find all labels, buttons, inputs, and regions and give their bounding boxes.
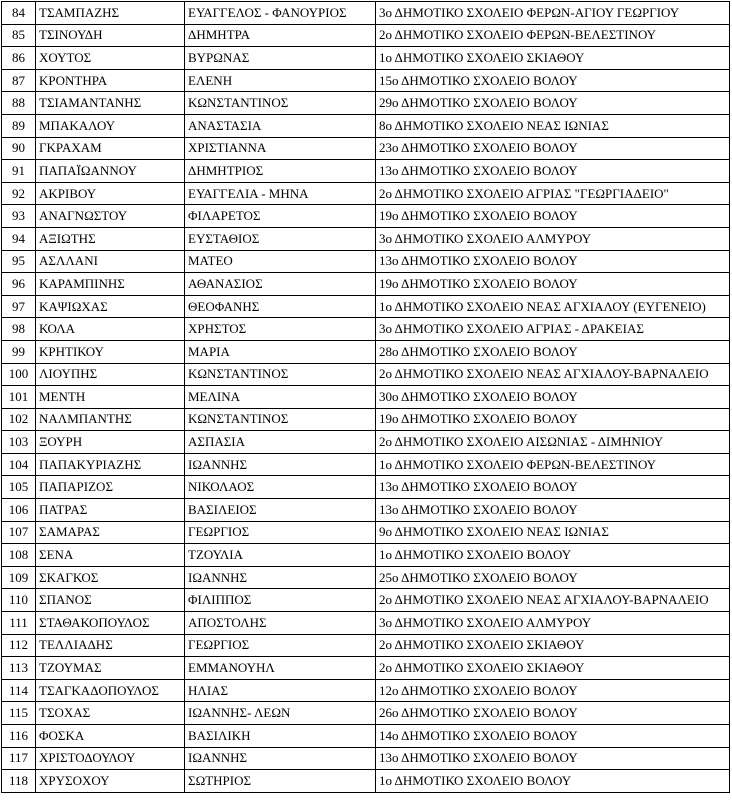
row-number-cell: 106 xyxy=(2,499,36,522)
table-row xyxy=(2,182,730,205)
school-cell: 13ο ΔΗΜΟΤΙΚΟ ΣΧΟΛΕΙΟ ΒΟΛΟΥ xyxy=(376,747,730,770)
surname-cell: ΚΟΛΑ xyxy=(36,318,185,341)
table-row xyxy=(2,250,730,273)
surname-cell: ΣΑΜΑΡΑΣ xyxy=(36,521,185,544)
school-cell: 1ο ΔΗΜΟΤΙΚΟ ΣΧΟΛΕΙΟ ΣΚΙΑΘΟΥ xyxy=(376,47,730,70)
first-name-cell: ΝΙΚΟΛΑΟΣ xyxy=(185,476,376,499)
table-row xyxy=(2,725,730,748)
surname-cell: ΣΠΑΝΟΣ xyxy=(36,589,185,612)
row-number-cell: 91 xyxy=(2,160,36,183)
school-cell: 19ο ΔΗΜΟΤΙΚΟ ΣΧΟΛΕΙΟ ΒΟΛΟΥ xyxy=(376,205,730,228)
first-name-cell: ΕΥΣΤΑΘΙΟΣ xyxy=(185,227,376,250)
row-number-cell: 92 xyxy=(2,182,36,205)
row-number-cell: 102 xyxy=(2,408,36,431)
surname-cell: ΤΣΑΜΠΑΖΗΣ xyxy=(36,2,185,25)
row-number-cell: 85 xyxy=(2,24,36,47)
row-number-cell: 110 xyxy=(2,589,36,612)
school-cell: 1ο ΔΗΜΟΤΙΚΟ ΣΧΟΛΕΙΟ ΒΟΛΟΥ xyxy=(376,544,730,567)
row-number-cell: 118 xyxy=(2,770,36,793)
row-number-cell: 86 xyxy=(2,47,36,70)
surname-cell: ΦΟΣΚΑ xyxy=(36,725,185,748)
first-name-cell: ΧΡΗΣΤΟΣ xyxy=(185,318,376,341)
surname-cell: ΜΠΑΚΑΛΟΥ xyxy=(36,114,185,137)
row-number-cell: 93 xyxy=(2,205,36,228)
row-number-cell: 84 xyxy=(2,2,36,25)
school-cell: 13ο ΔΗΜΟΤΙΚΟ ΣΧΟΛΕΙΟ ΒΟΛΟΥ xyxy=(376,160,730,183)
row-number-cell: 107 xyxy=(2,521,36,544)
first-name-cell: ΕΥΑΓΓΕΛΟΣ - ΦΑΝΟΥΡΙΟΣ xyxy=(185,2,376,25)
table-row xyxy=(2,137,730,160)
table-row xyxy=(2,295,730,318)
row-number-cell: 95 xyxy=(2,250,36,273)
first-name-cell: ΓΕΩΡΓΙΟΣ xyxy=(185,521,376,544)
table-row xyxy=(2,114,730,137)
surname-cell: ΑΚΡΙΒΟΥ xyxy=(36,182,185,205)
table-row xyxy=(2,69,730,92)
school-cell: 3ο ΔΗΜΟΤΙΚΟ ΣΧΟΛΕΙΟ ΑΛΜΥΡΟΥ xyxy=(376,227,730,250)
first-name-cell: ΑΠΟΣΤΟΛΗΣ xyxy=(185,612,376,635)
row-number-cell: 99 xyxy=(2,340,36,363)
school-cell: 19ο ΔΗΜΟΤΙΚΟ ΣΧΟΛΕΙΟ ΒΟΛΟΥ xyxy=(376,273,730,296)
school-cell: 2ο ΔΗΜΟΤΙΚΟ ΣΧΟΛΕΙΟ ΦΕΡΩΝ-ΒΕΛΕΣΤΙΝΟΥ xyxy=(376,24,730,47)
row-number-cell: 90 xyxy=(2,137,36,160)
table-row xyxy=(2,92,730,115)
first-name-cell: ΤΖΟΥΛΙΑ xyxy=(185,544,376,567)
table-row xyxy=(2,657,730,680)
first-name-cell: ΒΑΣΙΛΕΙΟΣ xyxy=(185,499,376,522)
school-cell: 2ο ΔΗΜΟΤΙΚΟ ΣΧΟΛΕΙΟ ΣΚΙΑΘΟΥ xyxy=(376,634,730,657)
table-row xyxy=(2,747,730,770)
table-row xyxy=(2,47,730,70)
first-name-cell: ΕΜΜΑΝΟΥΗΛ xyxy=(185,657,376,680)
surname-cell: ΣΤΑΘΑΚΟΠΟΥΛΟΣ xyxy=(36,612,185,635)
student-roster-table xyxy=(1,1,730,793)
school-cell: 8ο ΔΗΜΟΤΙΚΟ ΣΧΟΛΕΙΟ ΝΕΑΣ ΙΩΝΙΑΣ xyxy=(376,114,730,137)
table-row xyxy=(2,386,730,409)
table-row xyxy=(2,589,730,612)
school-cell: 23ο ΔΗΜΟΤΙΚΟ ΣΧΟΛΕΙΟ ΒΟΛΟΥ xyxy=(376,137,730,160)
row-number-cell: 109 xyxy=(2,566,36,589)
first-name-cell: ΘΕΟΦΑΝΗΣ xyxy=(185,295,376,318)
school-cell: 2ο ΔΗΜΟΤΙΚΟ ΣΧΟΛΕΙΟ ΑΓΡΙΑΣ "ΓΕΩΡΓΙΑΔΕΙΟ" xyxy=(376,182,730,205)
table-row xyxy=(2,24,730,47)
table-row xyxy=(2,318,730,341)
row-number-cell: 103 xyxy=(2,431,36,454)
first-name-cell: ΗΛΙΑΣ xyxy=(185,679,376,702)
table-row xyxy=(2,227,730,250)
row-number-cell: 108 xyxy=(2,544,36,567)
row-number-cell: 116 xyxy=(2,725,36,748)
school-cell: 15ο ΔΗΜΟΤΙΚΟ ΣΧΟΛΕΙΟ ΒΟΛΟΥ xyxy=(376,69,730,92)
school-cell: 19ο ΔΗΜΟΤΙΚΟ ΣΧΟΛΕΙΟ ΒΟΛΟΥ xyxy=(376,408,730,431)
first-name-cell: ΒΥΡΩΝΑΣ xyxy=(185,47,376,70)
first-name-cell: ΜΑΤΕΟ xyxy=(185,250,376,273)
table-row xyxy=(2,408,730,431)
surname-cell: ΠΑΠΑΡΙΖΟΣ xyxy=(36,476,185,499)
row-number-cell: 104 xyxy=(2,453,36,476)
first-name-cell: ΣΩΤΗΡΙΟΣ xyxy=(185,770,376,793)
school-cell: 2ο ΔΗΜΟΤΙΚΟ ΣΧΟΛΕΙΟ ΣΚΙΑΘΟΥ xyxy=(376,657,730,680)
school-cell: 13ο ΔΗΜΟΤΙΚΟ ΣΧΟΛΕΙΟ ΒΟΛΟΥ xyxy=(376,499,730,522)
first-name-cell: ΒΑΣΙΛΙΚΗ xyxy=(185,725,376,748)
table-row xyxy=(2,679,730,702)
row-number-cell: 87 xyxy=(2,69,36,92)
surname-cell: ΚΑΡΑΜΠΙΝΗΣ xyxy=(36,273,185,296)
row-number-cell: 97 xyxy=(2,295,36,318)
row-number-cell: 88 xyxy=(2,92,36,115)
first-name-cell: ΧΡΙΣΤΙΑΝΝΑ xyxy=(185,137,376,160)
surname-cell: ΤΖΟΥΜΑΣ xyxy=(36,657,185,680)
first-name-cell: ΦΙΛΑΡΕΤΟΣ xyxy=(185,205,376,228)
first-name-cell: ΑΣΠΑΣΙΑ xyxy=(185,431,376,454)
first-name-cell: ΜΕΛΙΝΑ xyxy=(185,386,376,409)
school-cell: 3ο ΔΗΜΟΤΙΚΟ ΣΧΟΛΕΙΟ ΦΕΡΩΝ-ΑΓΙΟΥ ΓΕΩΡΓΙΟΥ xyxy=(376,2,730,25)
row-number-cell: 115 xyxy=(2,702,36,725)
row-number-cell: 114 xyxy=(2,679,36,702)
surname-cell: ΓΚΡΑΧΑΜ xyxy=(36,137,185,160)
table-row xyxy=(2,2,730,25)
surname-cell: ΣΕΝΑ xyxy=(36,544,185,567)
school-cell: 26ο ΔΗΜΟΤΙΚΟ ΣΧΟΛΕΙΟ ΒΟΛΟΥ xyxy=(376,702,730,725)
surname-cell: ΠΑΠΑΚΥΡΙΑΖΗΣ xyxy=(36,453,185,476)
surname-cell: ΜΕΝΤΗ xyxy=(36,386,185,409)
surname-cell: ΠΑΠΑΪΩΑΝΝΟΥ xyxy=(36,160,185,183)
surname-cell: ΚΑΨΙΩΧΑΣ xyxy=(36,295,185,318)
surname-cell: ΤΕΛΛΙΑΔΗΣ xyxy=(36,634,185,657)
first-name-cell: ΚΩΝΣΤΑΝΤΙΝΟΣ xyxy=(185,92,376,115)
first-name-cell: ΚΩΝΣΤΑΝΤΙΝΟΣ xyxy=(185,363,376,386)
row-number-cell: 89 xyxy=(2,114,36,137)
table-row xyxy=(2,612,730,635)
table-row xyxy=(2,431,730,454)
first-name-cell: ΙΩΑΝΝΗΣ xyxy=(185,453,376,476)
first-name-cell: ΕΛΕΝΗ xyxy=(185,69,376,92)
first-name-cell: ΚΩΝΣΤΑΝΤΙΝΟΣ xyxy=(185,408,376,431)
surname-cell: ΤΣΟΧΑΣ xyxy=(36,702,185,725)
row-number-cell: 100 xyxy=(2,363,36,386)
table-row xyxy=(2,499,730,522)
first-name-cell: ΓΕΩΡΓΙΟΣ xyxy=(185,634,376,657)
surname-cell: ΛΙΟΥΠΗΣ xyxy=(36,363,185,386)
row-number-cell: 117 xyxy=(2,747,36,770)
surname-cell: ΞΟΥΡΗ xyxy=(36,431,185,454)
row-number-cell: 101 xyxy=(2,386,36,409)
first-name-cell: ΑΝΑΣΤΑΣΙΑ xyxy=(185,114,376,137)
surname-cell: ΚΡΗΤΙΚΟΥ xyxy=(36,340,185,363)
row-number-cell: 105 xyxy=(2,476,36,499)
first-name-cell: ΔΗΜΗΤΡΑ xyxy=(185,24,376,47)
table-row xyxy=(2,770,730,793)
school-cell: 1ο ΔΗΜΟΤΙΚΟ ΣΧΟΛΕΙΟ ΒΟΛΟΥ xyxy=(376,770,730,793)
first-name-cell: ΕΥΑΓΓΕΛΙΑ - ΜΗΝΑ xyxy=(185,182,376,205)
table-row xyxy=(2,521,730,544)
school-cell: 25ο ΔΗΜΟΤΙΚΟ ΣΧΟΛΕΙΟ ΒΟΛΟΥ xyxy=(376,566,730,589)
school-cell: 2ο ΔΗΜΟΤΙΚΟ ΣΧΟΛΕΙΟ ΝΕΑΣ ΑΓΧΙΑΛΟΥ-ΒΑΡΝΑΛΕΙΟ xyxy=(376,589,730,612)
surname-cell: ΧΟΥΤΟΣ xyxy=(36,47,185,70)
surname-cell: ΠΑΤΡΑΣ xyxy=(36,499,185,522)
surname-cell: ΤΣΙΝΟΥΔΗ xyxy=(36,24,185,47)
school-cell: 1ο ΔΗΜΟΤΙΚΟ ΣΧΟΛΕΙΟ ΦΕΡΩΝ-ΒΕΛΕΣΤΙΝΟΥ xyxy=(376,453,730,476)
school-cell: 13ο ΔΗΜΟΤΙΚΟ ΣΧΟΛΕΙΟ ΒΟΛΟΥ xyxy=(376,476,730,499)
school-cell: 30ο ΔΗΜΟΤΙΚΟ ΣΧΟΛΕΙΟ ΒΟΛΟΥ xyxy=(376,386,730,409)
first-name-cell: ΙΩΑΝΝΗΣ- ΛΕΩΝ xyxy=(185,702,376,725)
surname-cell: ΣΚΑΓΚΟΣ xyxy=(36,566,185,589)
school-cell: 3ο ΔΗΜΟΤΙΚΟ ΣΧΟΛΕΙΟ ΑΛΜΥΡΟΥ xyxy=(376,612,730,635)
table-row xyxy=(2,160,730,183)
surname-cell: ΑΝΑΓΝΩΣΤΟΥ xyxy=(36,205,185,228)
school-cell: 14ο ΔΗΜΟΤΙΚΟ ΣΧΟΛΕΙΟ ΒΟΛΟΥ xyxy=(376,725,730,748)
table-row xyxy=(2,544,730,567)
first-name-cell: ΦΙΛΙΠΠΟΣ xyxy=(185,589,376,612)
row-number-cell: 112 xyxy=(2,634,36,657)
table-row xyxy=(2,273,730,296)
row-number-cell: 113 xyxy=(2,657,36,680)
school-cell: 2ο ΔΗΜΟΤΙΚΟ ΣΧΟΛΕΙΟ ΝΕΑΣ ΑΓΧΙΑΛΟΥ-ΒΑΡΝΑΛΕΙΟ xyxy=(376,363,730,386)
school-cell: 29ο ΔΗΜΟΤΙΚΟ ΣΧΟΛΕΙΟ ΒΟΛΟΥ xyxy=(376,92,730,115)
first-name-cell: ΙΩΑΝΝΗΣ xyxy=(185,566,376,589)
first-name-cell: ΔΗΜΗΤΡΙΟΣ xyxy=(185,160,376,183)
first-name-cell: ΙΩΑΝΝΗΣ xyxy=(185,747,376,770)
table-row xyxy=(2,566,730,589)
surname-cell: ΑΣΛΛΑΝΙ xyxy=(36,250,185,273)
surname-cell: ΧΡΙΣΤΟΔΟΥΛΟΥ xyxy=(36,747,185,770)
school-cell: 13ο ΔΗΜΟΤΙΚΟ ΣΧΟΛΕΙΟ ΒΟΛΟΥ xyxy=(376,250,730,273)
school-cell: 9ο ΔΗΜΟΤΙΚΟ ΣΧΟΛΕΙΟ ΝΕΑΣ ΙΩΝΙΑΣ xyxy=(376,521,730,544)
school-cell: 12ο ΔΗΜΟΤΙΚΟ ΣΧΟΛΕΙΟ ΒΟΛΟΥ xyxy=(376,679,730,702)
surname-cell: ΤΣΙΑΜΑΝΤΑΝΗΣ xyxy=(36,92,185,115)
table-row xyxy=(2,702,730,725)
first-name-cell: ΑΘΑΝΑΣΙΟΣ xyxy=(185,273,376,296)
table-row xyxy=(2,453,730,476)
row-number-cell: 94 xyxy=(2,227,36,250)
table-row xyxy=(2,363,730,386)
surname-cell: ΧΡΥΣΟΧΟΥ xyxy=(36,770,185,793)
surname-cell: ΑΞΙΩΤΗΣ xyxy=(36,227,185,250)
row-number-cell: 98 xyxy=(2,318,36,341)
school-cell: 3ο ΔΗΜΟΤΙΚΟ ΣΧΟΛΕΙΟ ΑΓΡΙΑΣ - ΔΡΑΚΕΙΑΣ xyxy=(376,318,730,341)
first-name-cell: ΜΑΡΙΑ xyxy=(185,340,376,363)
surname-cell: ΝΑΛΜΠΑΝΤΗΣ xyxy=(36,408,185,431)
row-number-cell: 111 xyxy=(2,612,36,635)
table-row xyxy=(2,476,730,499)
school-cell: 28ο ΔΗΜΟΤΙΚΟ ΣΧΟΛΕΙΟ ΒΟΛΟΥ xyxy=(376,340,730,363)
school-cell: 1ο ΔΗΜΟΤΙΚΟ ΣΧΟΛΕΙΟ ΝΕΑΣ ΑΓΧΙΑΛΟΥ (ΕΥΓΕΝΕΙΟ) xyxy=(376,295,730,318)
table-row xyxy=(2,205,730,228)
row-number-cell: 96 xyxy=(2,273,36,296)
surname-cell: ΤΣΑΓΚΑΔΟΠΟΥΛΟΣ xyxy=(36,679,185,702)
table-row xyxy=(2,634,730,657)
school-cell: 2ο ΔΗΜΟΤΙΚΟ ΣΧΟΛΕΙΟ ΑΙΣΩΝΙΑΣ - ΔΙΜΗΝΙΟΥ xyxy=(376,431,730,454)
surname-cell: ΚΡΟΝΤΗΡΑ xyxy=(36,69,185,92)
roster-body xyxy=(2,2,730,793)
table-row xyxy=(2,340,730,363)
